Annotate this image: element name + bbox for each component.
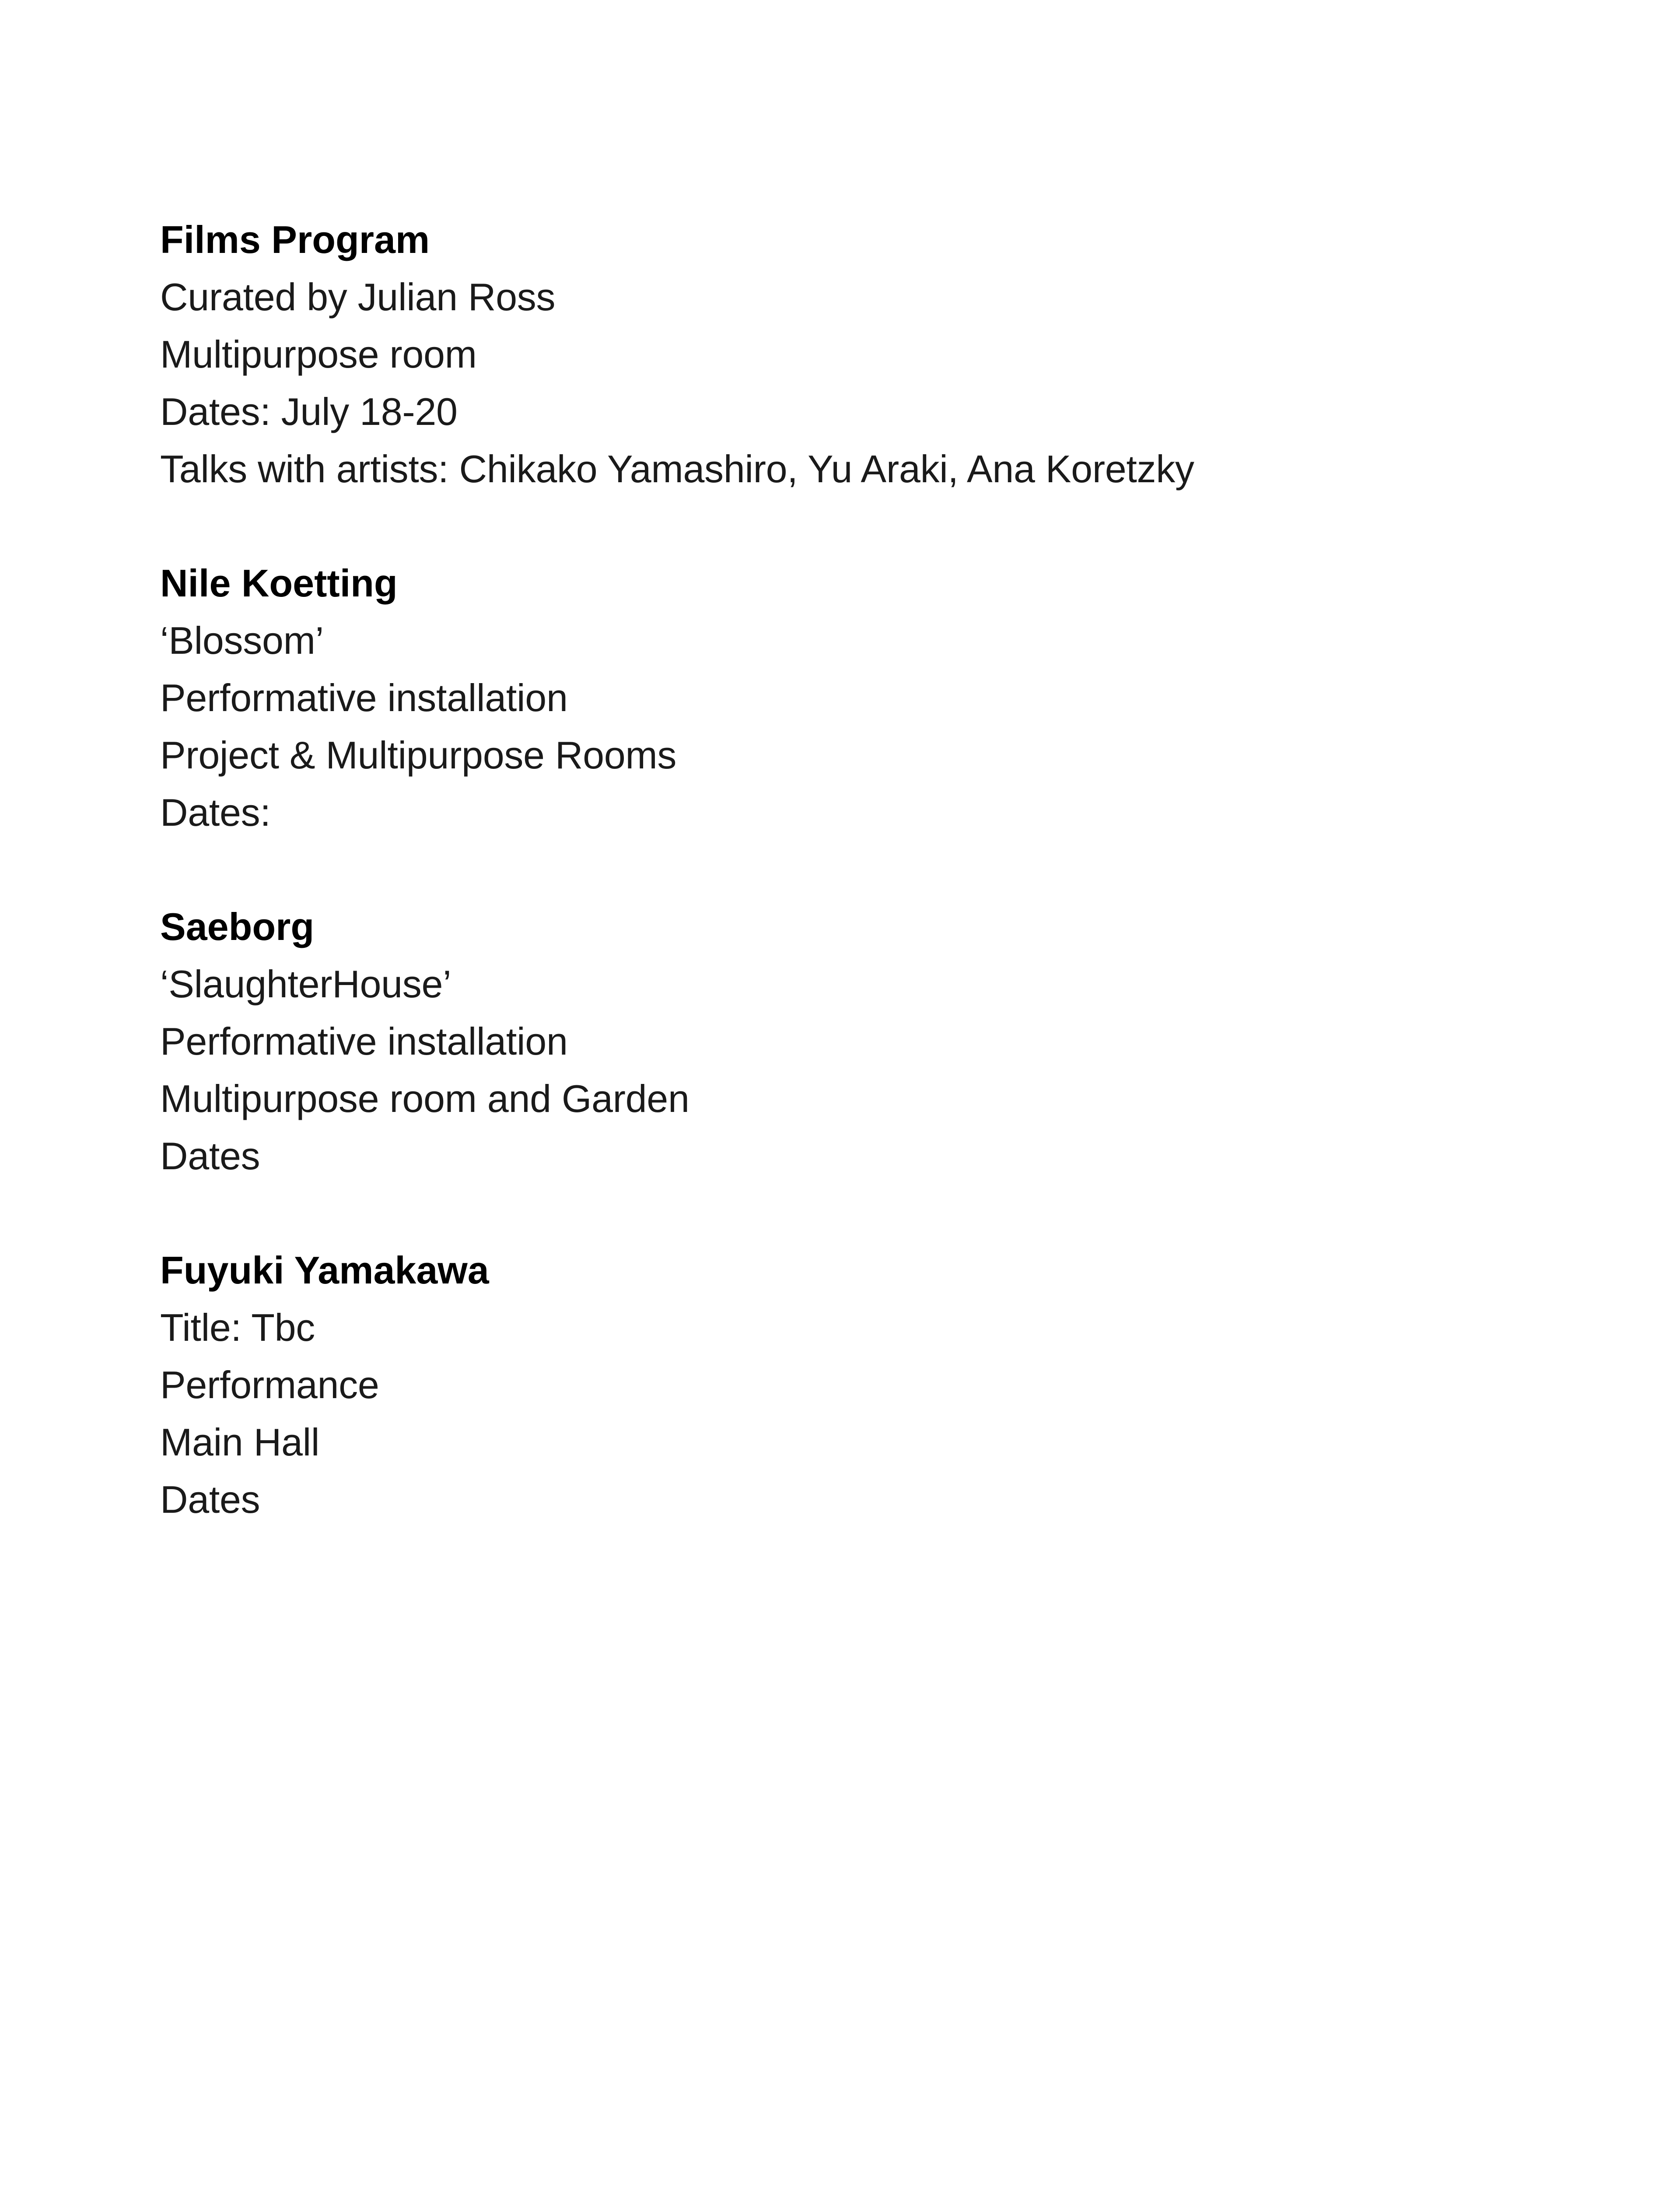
section-films-program bbox=[160, 211, 1560, 498]
section-line: Project & Multipurpose Rooms bbox=[160, 733, 677, 777]
section-line: Talks with artists: Chikako Yamashiro, Yu Araki, Ana Koretzky bbox=[160, 447, 1194, 491]
section-saeborg bbox=[160, 898, 1560, 1185]
section-nile-koetting bbox=[160, 554, 1560, 841]
section-line: Dates bbox=[160, 1478, 260, 1521]
section-line: Dates: July 18-20 bbox=[160, 390, 458, 433]
section-line: ‘SlaughterHouse’ bbox=[160, 962, 452, 1006]
section-heading: Saeborg bbox=[160, 905, 315, 948]
section-line: Title: Tbc bbox=[160, 1306, 315, 1349]
section-heading: Films Program bbox=[160, 218, 430, 261]
section-line: Multipurpose room and Garden bbox=[160, 1077, 690, 1120]
section-line: Dates: bbox=[160, 791, 271, 834]
section-line: Performative installation bbox=[160, 1020, 568, 1063]
section-fuyuki-yamakawa bbox=[160, 1241, 1560, 1528]
section-line: Performance bbox=[160, 1363, 379, 1406]
document-body bbox=[160, 211, 1560, 1585]
section-line: Curated by Julian Ross bbox=[160, 275, 556, 319]
section-line: Main Hall bbox=[160, 1420, 320, 1464]
section-line: Multipurpose room bbox=[160, 333, 477, 376]
section-heading: Fuyuki Yamakawa bbox=[160, 1248, 489, 1292]
section-line: ‘Blossom’ bbox=[160, 619, 324, 662]
section-line: Dates bbox=[160, 1134, 260, 1178]
section-line: Performative installation bbox=[160, 676, 568, 719]
section-heading: Nile Koetting bbox=[160, 561, 398, 605]
